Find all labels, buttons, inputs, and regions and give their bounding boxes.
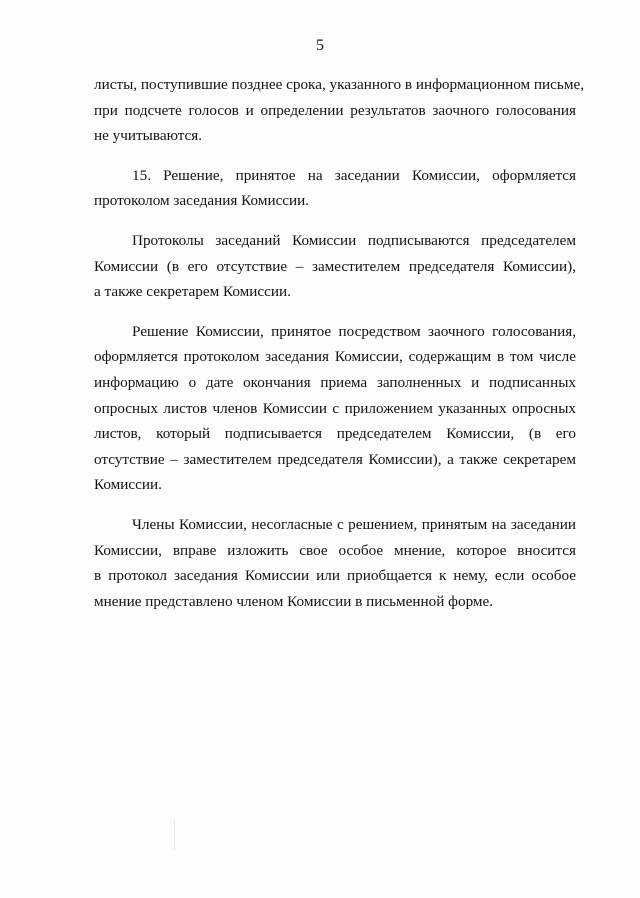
scan-artifact [174, 820, 175, 850]
text-line: отсутствие – заместителем председателя Комиссии), а также секретарем [94, 450, 576, 468]
text-line: опросных листов членов Комиссии с приложением указанных опросных [94, 399, 576, 417]
paragraph-2 [94, 163, 576, 214]
text-line: не учитываются. [94, 127, 203, 145]
text-line: Протоколы заседаний Комиссии подписываются председателем [132, 231, 576, 249]
text-line: Решение Комиссии, принятое посредством заочного голосования, [132, 322, 576, 340]
page-number: 5 [316, 37, 324, 54]
text-line: листы, поступившие позднее срока, указанного в информационном письме, [94, 76, 585, 93]
text-line: листов, который подписывается председателем Комиссии, (в его [94, 425, 576, 443]
paragraph-5 [94, 512, 576, 614]
text-line: Комиссии. [94, 476, 162, 494]
text-line: мнение представлено членом Комиссии в письменной форме. [94, 592, 494, 610]
text-line: протоколом заседания Комиссии. [94, 192, 310, 210]
text-line: оформляется протоколом заседания Комиссии, содержащим в том числе [94, 348, 576, 366]
text-line: 15. Решение, принятое на заседании Комиссии, оформляется [132, 166, 576, 184]
text-line: Члены Комиссии, несогласные с решением, принятым на заседании [132, 515, 576, 533]
text-line: информацию о дате окончания приема заполненных и подписанных [94, 373, 576, 391]
text-line: при подсчете голосов и определении результатов заочного голосования [94, 101, 576, 119]
text-line: Комиссии, вправе изложить свое особое мнение, которое вносится [94, 541, 576, 559]
text-line: в протокол заседания Комиссии или приобщается к нему, если особое [94, 567, 576, 585]
paragraph-3 [94, 228, 576, 305]
document-body [94, 72, 585, 628]
paragraph-4 [94, 319, 576, 498]
text-line: Комиссии (в его отсутствие – заместителем председателя Комиссии), [94, 257, 576, 275]
paragraph-1 [94, 72, 585, 149]
text-line: а также секретарем Комиссии. [94, 283, 291, 301]
